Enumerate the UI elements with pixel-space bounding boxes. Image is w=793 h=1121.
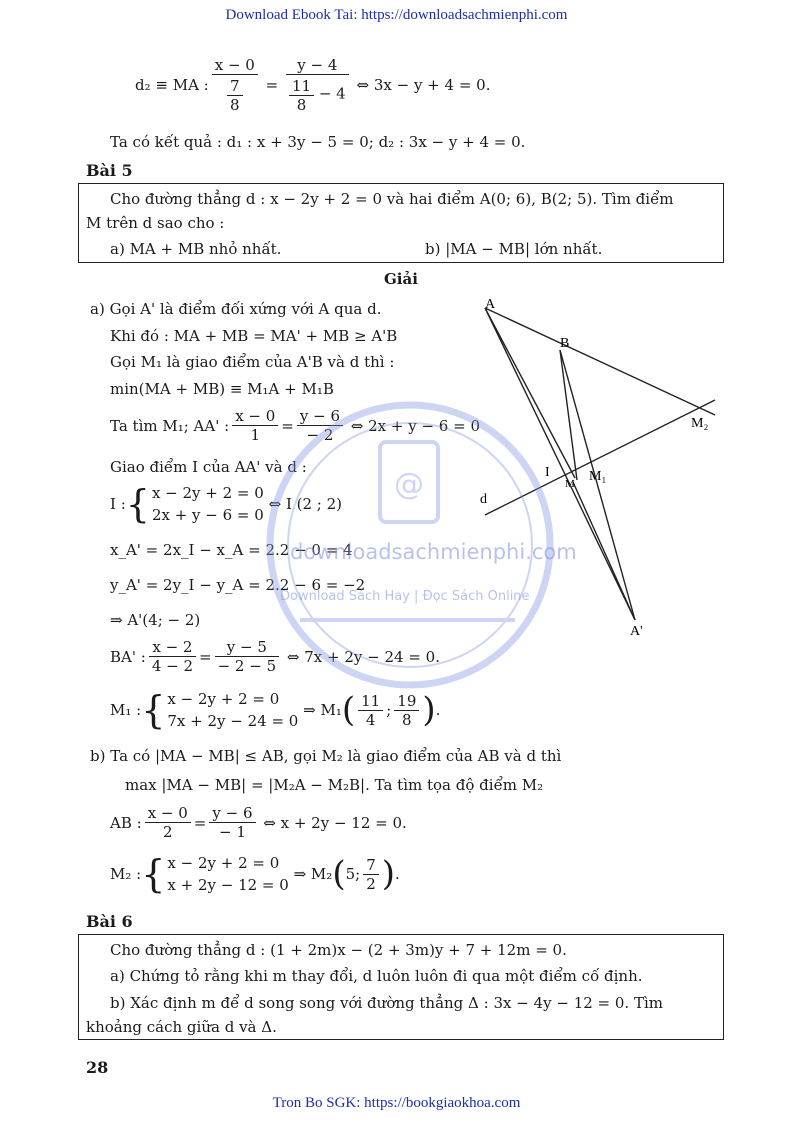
watermark-slogan: Download Sách Hay | Đọc Sách Online xyxy=(280,589,530,604)
bai6-line3: b) Xác định m để d song song với đường thẳng Δ : 3x − 4y − 12 = 0. Tìm xyxy=(110,994,663,1012)
sol-a-line4: min(MA + MB) ≡ M₁A + M₁B xyxy=(110,380,334,398)
line-BM xyxy=(560,350,577,480)
result-line: Ta có kết quả : d₁ : x + 3y − 5 = 0; d₂ : 3x − y + 4 = 0. xyxy=(110,133,526,151)
label-Aprime: A' xyxy=(630,624,643,639)
bai6-line2: a) Chứng tỏ rằng khi m thay đổi, d luôn luôn đi qua một điểm cố định. xyxy=(110,967,643,985)
watermark-site: downloadsachmienphi.com xyxy=(290,540,577,564)
sol-a-line6: Giao điểm I của AA' và d : xyxy=(110,458,307,476)
bai5-problem-a: a) MA + MB nhỏ nhất. xyxy=(110,240,282,258)
system-I: I : { x − 2y + 2 = 0 2x + y − 6 = 0 ⇔ I (2 ; 2) xyxy=(110,482,343,526)
sol-a-yA: y_A' = 2y_I − y_A = 2.2 − 6 = −2 xyxy=(110,576,366,594)
footer-link[interactable]: Tron Bo SGK: https://bookgiaokhoa.com xyxy=(272,1095,521,1111)
sol-b-AB-line: AB : $\frac{x - 0}{2}$ = $\frac{y - 6}{- 1}$ ⇔ x + 2y − 12 = 0. xyxy=(110,804,407,841)
label-M: M xyxy=(565,478,575,490)
bai5-problem-b: b) |MA − MB| lớn nhất. xyxy=(425,240,603,258)
header-link[interactable]: Download Ebook Tai: https://downloadsachmienphi.com xyxy=(225,7,568,23)
bai5-problem-line1: Cho đường thẳng d : x − 2y + 2 = 0 và hai điểm A(0; 6), B(2; 5). Tìm điểm xyxy=(110,190,674,208)
label-d: d xyxy=(480,492,487,507)
d2-fraction-1: $\frac{x - 0}{\frac{7}{8}}$ xyxy=(212,56,258,114)
line-MA' xyxy=(573,482,635,620)
system-M2: M₂ : { x − 2y + 2 = 0 x + 2y − 12 = 0 ⇒ M₂ ( 5; $\frac{7}{2}$ ) . xyxy=(110,852,400,896)
sol-b-line2: max |MA − MB| = |M₂A − M₂B|. Ta tìm tọa độ điểm M₂ xyxy=(125,776,544,794)
sol-a-BA-line: BA' : $\frac{x - 2}{4 - 2}$ = $\frac{y - 5}{- 2 - 5}$ ⇔ 7x + 2y − 24 = 0. xyxy=(110,638,440,675)
d2-fraction-2: y − 4 $\frac{11}{8}$ − 4 xyxy=(286,56,349,114)
sol-b-line1: b) Ta có |MA − MB| ≤ AB, gọi M₂ là giao điểm của AB và d thì xyxy=(90,747,562,765)
system-M1: M₁ : { x − 2y + 2 = 0 7x + 2y − 24 = 0 ⇒ M₁ ( $\frac{11}{4}$ ; $\frac{19}{8}$ ) . xyxy=(110,688,441,732)
sol-a-xA: x_A' = 2x_I − x_A = 2.2 − 0 = 4 xyxy=(110,541,353,559)
label-M1: M₁ xyxy=(589,469,607,484)
d2-equation: d₂ ≡ MA : $\frac{x - 0}{\frac{7}{8}}$ = y − 4 $\frac{11}{8}$ − 4 ⇔ 3x − y + 4 = 0. xyxy=(135,56,491,114)
label-A: A xyxy=(485,297,496,312)
sol-a-line1: a) Gọi A' là điểm đối xứng với A qua d. xyxy=(90,300,382,318)
d2-rhs: ⇔ 3x − y + 4 = 0. xyxy=(356,76,491,94)
label-I: I xyxy=(545,465,550,480)
bai5-problem-line2: M trên d sao cho : xyxy=(86,214,225,232)
sol-a-line3: Gọi M₁ là giao điểm của A'B và d thì : xyxy=(110,353,395,371)
bai6-line1: Cho đường thẳng d : (1 + 2m)x − (2 + 3m)y + 7 + 12m = 0. xyxy=(110,941,567,959)
bai6-line4: khoảng cách giữa d và Δ. xyxy=(86,1018,277,1036)
bai6-title: Bài 6 xyxy=(86,912,133,931)
sol-a-line2: Khi đó : MA + MB = MA' + MB ≥ A'B xyxy=(110,327,398,345)
d2-lhs: d₂ ≡ MA : xyxy=(135,76,209,94)
line-AM2 xyxy=(485,308,715,415)
svg-text:@: @ xyxy=(394,467,424,502)
page-number: 28 xyxy=(86,1058,109,1077)
solution-heading: Giải xyxy=(384,270,418,288)
label-B: B xyxy=(560,336,570,351)
sol-a-line5: Ta tìm M₁; AA' : $\frac{x - 0}{1}$ = $\frac{y - 6}{- 2}$ ⇔ 2x + y − 6 = 0 xyxy=(110,407,480,444)
sol-a-Aprime: ⇒ A'(4; − 2) xyxy=(110,611,201,629)
bai5-title: Bài 5 xyxy=(86,161,133,180)
label-M2: M₂ xyxy=(691,416,709,431)
